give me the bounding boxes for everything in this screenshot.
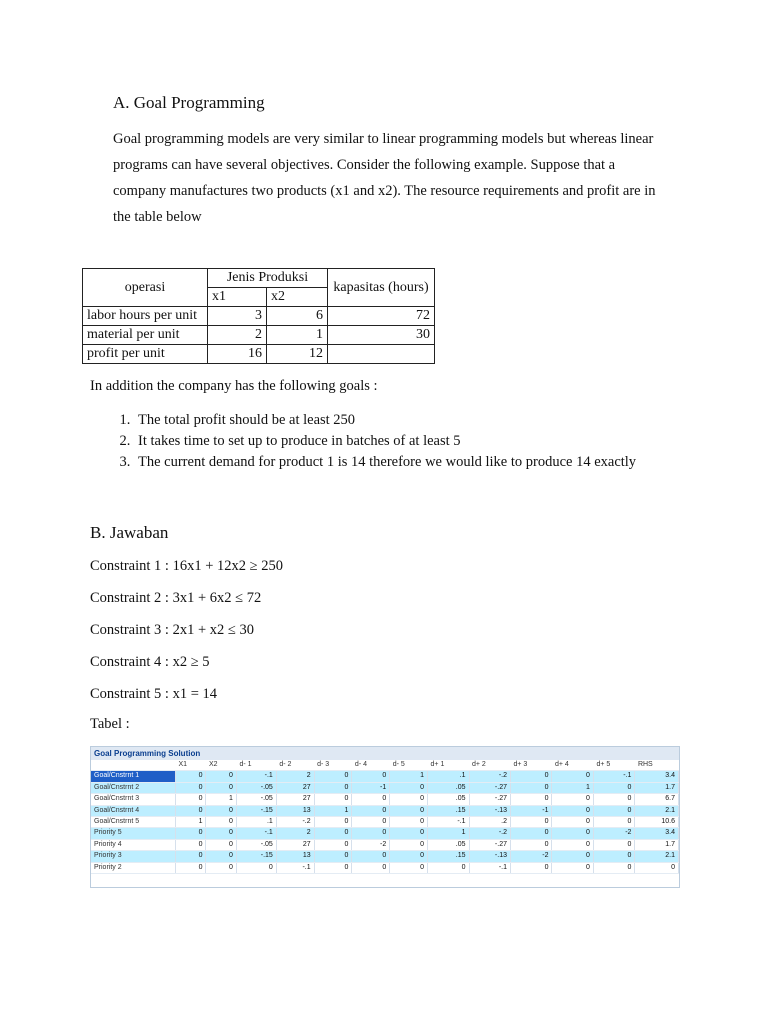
table-cell[interactable]: 0 bbox=[206, 839, 236, 850]
table-cell[interactable]: -.1 bbox=[428, 817, 469, 828]
table-cell[interactable]: 0 bbox=[352, 828, 390, 839]
tabel-label: Tabel : bbox=[90, 716, 130, 732]
table-cell[interactable]: .1 bbox=[428, 771, 469, 782]
cell-x2: 6 bbox=[267, 307, 328, 326]
table-cell[interactable]: 0 bbox=[314, 828, 352, 839]
table-cell[interactable]: 3.4 bbox=[635, 828, 679, 839]
table-cell[interactable]: 0 bbox=[314, 851, 352, 862]
table-row[interactable] bbox=[91, 828, 679, 839]
table-cell[interactable]: 0 bbox=[552, 828, 593, 839]
table-cell[interactable]: 0 bbox=[510, 771, 551, 782]
table-cell[interactable]: 1 bbox=[206, 794, 236, 805]
col-header: RHS bbox=[635, 760, 679, 771]
table-cell[interactable]: 0 bbox=[552, 839, 593, 850]
table-cell[interactable]: 0 bbox=[593, 782, 634, 793]
constraint-4: Constraint 4 : x2 ≥ 5 bbox=[90, 654, 210, 670]
table-cell[interactable]: 0 bbox=[206, 805, 236, 816]
table-cell[interactable]: 13 bbox=[276, 851, 314, 862]
solution-table-image bbox=[90, 746, 680, 888]
table-row[interactable] bbox=[91, 782, 679, 793]
table-cell[interactable]: -2 bbox=[510, 851, 551, 862]
row-label[interactable]: Priority 2 bbox=[91, 862, 176, 873]
table-cell[interactable]: -.1 bbox=[276, 862, 314, 873]
table-row[interactable] bbox=[91, 862, 679, 873]
table-cell[interactable]: 0 bbox=[390, 794, 428, 805]
table-row[interactable] bbox=[91, 817, 679, 828]
table-cell[interactable]: -2 bbox=[593, 828, 634, 839]
solution-title: Goal Programming Solution bbox=[91, 747, 679, 760]
table-cell[interactable]: 0 bbox=[176, 862, 206, 873]
table-cell[interactable]: 0 bbox=[352, 851, 390, 862]
para-line: the table below bbox=[113, 209, 202, 225]
table-cell[interactable]: 0 bbox=[428, 862, 469, 873]
header-x1: x1 bbox=[208, 288, 267, 307]
table-cell[interactable]: -.1 bbox=[236, 771, 276, 782]
table-cell[interactable]: 0 bbox=[352, 817, 390, 828]
table-row bbox=[83, 345, 435, 364]
table-cell[interactable]: .15 bbox=[428, 851, 469, 862]
table-cell[interactable]: 0 bbox=[390, 851, 428, 862]
table-cell[interactable]: -.2 bbox=[469, 828, 510, 839]
table-cell[interactable]: 0 bbox=[314, 782, 352, 793]
header-operasi: operasi bbox=[83, 269, 208, 307]
table-cell[interactable]: 1.7 bbox=[635, 839, 679, 850]
cell-cap: 30 bbox=[328, 326, 435, 345]
col-header: d+ 5 bbox=[593, 760, 634, 771]
table-cell[interactable]: 0 bbox=[510, 782, 551, 793]
cell-cap: 72 bbox=[328, 307, 435, 326]
solution-table bbox=[91, 760, 679, 874]
table-cell[interactable]: 0 bbox=[352, 805, 390, 816]
constraint-2: Constraint 2 : 3x1 + 6x2 ≤ 72 bbox=[90, 590, 262, 606]
table-cell[interactable]: 0 bbox=[552, 817, 593, 828]
table-cell[interactable]: 3.4 bbox=[635, 771, 679, 782]
table-cell[interactable]: 0 bbox=[314, 817, 352, 828]
table-cell[interactable]: 0 bbox=[206, 862, 236, 873]
table-row[interactable] bbox=[91, 771, 679, 782]
section-a-paragraph bbox=[113, 126, 713, 230]
table-cell[interactable]: -.05 bbox=[236, 782, 276, 793]
header-kapasitas: kapasitas (hours) bbox=[328, 269, 435, 307]
table-cell[interactable]: -1 bbox=[510, 805, 551, 816]
table-cell[interactable]: 0 bbox=[390, 839, 428, 850]
constraint-1: Constraint 1 : 16x1 + 12x2 ≥ 250 bbox=[90, 558, 283, 574]
table-cell[interactable]: 0 bbox=[314, 794, 352, 805]
table-cell[interactable]: 6.7 bbox=[635, 794, 679, 805]
table-cell[interactable]: 2 bbox=[276, 828, 314, 839]
table-cell[interactable]: 0 bbox=[510, 817, 551, 828]
table-cell[interactable]: 2 bbox=[276, 771, 314, 782]
table-cell[interactable]: 0 bbox=[635, 862, 679, 873]
table-cell[interactable]: 0 bbox=[176, 805, 206, 816]
table-cell[interactable]: 1 bbox=[176, 817, 206, 828]
table-cell[interactable]: 2.1 bbox=[635, 805, 679, 816]
table-cell[interactable]: 27 bbox=[276, 794, 314, 805]
table-cell[interactable]: 0 bbox=[390, 782, 428, 793]
table-cell[interactable]: 0 bbox=[510, 839, 551, 850]
table-cell[interactable]: 0 bbox=[352, 771, 390, 782]
table-cell[interactable]: 1 bbox=[314, 805, 352, 816]
table-cell[interactable]: 0 bbox=[552, 805, 593, 816]
table-cell[interactable]: 1.7 bbox=[635, 782, 679, 793]
list-item: 2. It takes time to set up to produce in batches of at least 5 bbox=[134, 431, 732, 452]
table-cell[interactable]: 0 bbox=[206, 782, 236, 793]
table-row bbox=[83, 326, 435, 345]
row-label[interactable]: Priority 4 bbox=[91, 839, 176, 850]
col-header: d+ 1 bbox=[428, 760, 469, 771]
table-cell[interactable]: -.2 bbox=[469, 771, 510, 782]
table-cell[interactable]: 0 bbox=[352, 794, 390, 805]
table-cell[interactable]: .05 bbox=[428, 839, 469, 850]
table-row[interactable] bbox=[91, 839, 679, 850]
row-label[interactable]: Priority 5 bbox=[91, 828, 176, 839]
table-cell[interactable]: -.15 bbox=[236, 805, 276, 816]
table-cell[interactable]: 0 bbox=[593, 794, 634, 805]
goals-list bbox=[112, 410, 732, 473]
table-cell[interactable]: 0 bbox=[593, 805, 634, 816]
row-label[interactable]: Goal/Cnstrnt 2 bbox=[91, 782, 176, 793]
table-cell[interactable]: -.2 bbox=[276, 817, 314, 828]
table-cell[interactable]: .05 bbox=[428, 794, 469, 805]
col-header: d+ 2 bbox=[469, 760, 510, 771]
table-cell[interactable]: -.27 bbox=[469, 782, 510, 793]
solution-header-row bbox=[91, 760, 679, 771]
table-row[interactable] bbox=[91, 794, 679, 805]
table-cell[interactable]: 0 bbox=[176, 851, 206, 862]
para-line: Goal programming models are very similar to linear programming models but whereas linear bbox=[113, 131, 654, 147]
table-cell[interactable]: 0 bbox=[552, 794, 593, 805]
table-cell[interactable]: -.15 bbox=[236, 851, 276, 862]
table-cell[interactable]: -.27 bbox=[469, 839, 510, 850]
table-cell[interactable]: 0 bbox=[176, 771, 206, 782]
cell-x1: 16 bbox=[208, 345, 267, 364]
row-label: material per unit bbox=[83, 326, 208, 345]
header-blank bbox=[91, 760, 176, 771]
table-cell[interactable]: 0 bbox=[552, 851, 593, 862]
table-cell[interactable]: -.13 bbox=[469, 851, 510, 862]
table-cell[interactable]: 0 bbox=[176, 794, 206, 805]
para-line: company manufactures two products (x1 and x2). The resource requirements and profit are in bbox=[113, 183, 656, 199]
table-cell[interactable]: 10.6 bbox=[635, 817, 679, 828]
section-b-heading: B. Jawaban bbox=[90, 523, 169, 542]
table-cell[interactable]: 0 bbox=[176, 782, 206, 793]
col-header: d- 3 bbox=[314, 760, 352, 771]
cell-x2: 1 bbox=[267, 326, 328, 345]
table-cell[interactable]: 0 bbox=[510, 794, 551, 805]
row-label: profit per unit bbox=[83, 345, 208, 364]
row-label[interactable]: Goal/Cnstrnt 3 bbox=[91, 794, 176, 805]
table-cell[interactable]: -.27 bbox=[469, 794, 510, 805]
table-row bbox=[83, 307, 435, 326]
table-cell[interactable]: -2 bbox=[352, 839, 390, 850]
row-label[interactable]: Goal/Cnstrnt 1 bbox=[91, 771, 176, 782]
table-cell[interactable]: 0 bbox=[352, 862, 390, 873]
table-cell[interactable]: 0 bbox=[314, 771, 352, 782]
table-row[interactable] bbox=[91, 851, 679, 862]
table-cell[interactable]: -.1 bbox=[469, 862, 510, 873]
table-cell[interactable]: 0 bbox=[552, 862, 593, 873]
table-cell[interactable]: -.1 bbox=[236, 828, 276, 839]
cell-x1: 2 bbox=[208, 326, 267, 345]
resource-table bbox=[82, 268, 435, 364]
row-label[interactable]: Priority 3 bbox=[91, 851, 176, 862]
table-cell[interactable]: 2.1 bbox=[635, 851, 679, 862]
table-cell[interactable]: 0 bbox=[593, 839, 634, 850]
table-cell[interactable]: 0 bbox=[390, 862, 428, 873]
table-cell[interactable]: .1 bbox=[236, 817, 276, 828]
table-cell[interactable]: 0 bbox=[236, 862, 276, 873]
table-cell[interactable]: 1 bbox=[552, 782, 593, 793]
table-cell[interactable]: 0 bbox=[314, 839, 352, 850]
table-cell[interactable]: 0 bbox=[390, 805, 428, 816]
header-jenis-produksi: Jenis Produksi bbox=[208, 269, 328, 288]
table-cell[interactable]: 0 bbox=[206, 851, 236, 862]
table-cell[interactable]: -.05 bbox=[236, 839, 276, 850]
list-item: 3. The current demand for product 1 is 14 therefore we would like to produce 14 exactly bbox=[134, 452, 732, 473]
row-label[interactable]: Goal/Cnstrnt 5 bbox=[91, 817, 176, 828]
table-cell[interactable]: -.1 bbox=[593, 771, 634, 782]
list-item: 1. The total profit should be at least 250 bbox=[134, 410, 732, 431]
table-cell[interactable]: .05 bbox=[428, 782, 469, 793]
table-cell[interactable]: -.13 bbox=[469, 805, 510, 816]
goals-intro: In addition the company has the following goals : bbox=[90, 378, 378, 394]
table-cell[interactable]: 0 bbox=[593, 862, 634, 873]
table-cell[interactable]: 0 bbox=[510, 828, 551, 839]
table-cell[interactable]: 0 bbox=[390, 817, 428, 828]
col-header: d- 5 bbox=[390, 760, 428, 771]
row-label[interactable]: Goal/Cnstrnt 4 bbox=[91, 805, 176, 816]
table-cell[interactable]: 0 bbox=[552, 771, 593, 782]
table-cell[interactable]: 0 bbox=[390, 828, 428, 839]
col-header: d- 1 bbox=[236, 760, 276, 771]
col-header: d- 4 bbox=[352, 760, 390, 771]
table-cell[interactable]: .2 bbox=[469, 817, 510, 828]
table-cell[interactable]: 0 bbox=[593, 851, 634, 862]
table-cell[interactable]: 0 bbox=[593, 817, 634, 828]
constraint-5: Constraint 5 : x1 = 14 bbox=[90, 686, 217, 702]
cell-x2: 12 bbox=[267, 345, 328, 364]
col-header: d- 2 bbox=[276, 760, 314, 771]
table-cell[interactable]: 0 bbox=[510, 862, 551, 873]
row-label: labor hours per unit bbox=[83, 307, 208, 326]
section-a-heading: A. Goal Programming bbox=[113, 93, 265, 112]
header-x2: x2 bbox=[267, 288, 328, 307]
table-cell[interactable]: 0 bbox=[206, 771, 236, 782]
table-cell[interactable]: -1 bbox=[352, 782, 390, 793]
para-line: programs can have several objectives. Consider the following example. Suppose that a bbox=[113, 157, 616, 173]
table-cell[interactable]: 1 bbox=[428, 828, 469, 839]
table-row[interactable] bbox=[91, 805, 679, 816]
cell-cap bbox=[328, 345, 435, 364]
table-cell[interactable]: 0 bbox=[206, 817, 236, 828]
table-cell[interactable]: 0 bbox=[176, 828, 206, 839]
col-header: d+ 4 bbox=[552, 760, 593, 771]
table-cell[interactable]: .15 bbox=[428, 805, 469, 816]
table-cell[interactable]: 27 bbox=[276, 839, 314, 850]
table-cell[interactable]: 0 bbox=[176, 839, 206, 850]
table-cell[interactable]: 27 bbox=[276, 782, 314, 793]
table-cell[interactable]: 0 bbox=[314, 862, 352, 873]
constraint-3: Constraint 3 : 2x1 + x2 ≤ 30 bbox=[90, 622, 254, 638]
table-cell[interactable]: 13 bbox=[276, 805, 314, 816]
table-cell[interactable]: 1 bbox=[390, 771, 428, 782]
table-cell[interactable]: 0 bbox=[206, 828, 236, 839]
col-header: X1 bbox=[176, 760, 206, 771]
cell-x1: 3 bbox=[208, 307, 267, 326]
col-header: d+ 3 bbox=[510, 760, 551, 771]
col-header: X2 bbox=[206, 760, 236, 771]
table-cell[interactable]: -.05 bbox=[236, 794, 276, 805]
